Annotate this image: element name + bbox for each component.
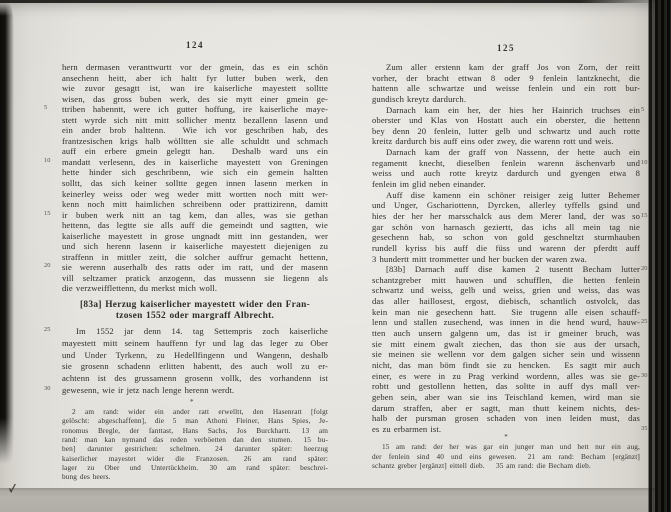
- line-text: ir buben werk nitt an tag kem, dan alles, was sie gethan: [62, 209, 328, 220]
- line-text: tten auch unsern galgenn um, das ist ir gmeiner bruch, was: [372, 328, 640, 339]
- line-text: hattenn alle schwartze und weisse fenlein und ein rott bur-: [372, 83, 640, 94]
- text-line: [44, 385, 328, 397]
- text-line: [372, 210, 648, 222]
- text-line: [44, 104, 328, 115]
- margin-line-number: 30: [641, 371, 648, 379]
- line-text: ronomus Bregle, der fanttast, Hans Sachs, Jos Burckhartt. 13 am: [62, 425, 328, 435]
- footnote-separator-star: *: [190, 398, 194, 407]
- text-line: [62, 125, 328, 136]
- line-text: lager zu Ober und Untertückheim. 30 am rand später: beschrei-: [62, 462, 328, 472]
- line-text: stett wyrde sich nitt mitt sollicher mentz bezallenn lasenn und: [62, 114, 328, 125]
- page-left: [44, 62, 328, 482]
- text-line: [372, 179, 640, 190]
- text-line: [372, 62, 640, 73]
- text-line: [62, 416, 328, 425]
- text-line: [372, 232, 640, 243]
- line-text: Zum aller erstenn kam der graff Jos von Zorn, der reitt: [386, 62, 640, 72]
- text-line: [372, 73, 640, 84]
- line-text: Auff dise kamenn ein schöner reisiger zeig lutter Behemer: [386, 189, 640, 200]
- text-line: [44, 209, 328, 221]
- line-text: geben sein, aber wan sie ins Teischland kemen, wird man sie: [372, 391, 640, 402]
- text-line: [62, 241, 328, 252]
- text-line: [372, 339, 640, 350]
- text-line: [62, 426, 328, 435]
- text-line: [62, 435, 328, 444]
- line-text: vill seltzamer pratick anzogenn, das mussenn sie liegenn als: [62, 272, 328, 283]
- text-line: [372, 442, 640, 451]
- text-line: [372, 360, 640, 371]
- text-line: [62, 273, 328, 284]
- line-text: bung des heers.: [62, 472, 111, 482]
- text-line: [62, 454, 328, 463]
- text-line: [62, 311, 328, 322]
- line-text: vorher, der bracht ettwan 8 oder 9 fenlein lantzknecht, die: [372, 72, 640, 83]
- line-text: kenn noch mitt haimlichen schreibenn oder prattizirenn, damitt: [62, 199, 328, 210]
- line-text: und Under Tyrkenn, zu Hedellfingenn und Wangenn, deshalb: [62, 349, 328, 360]
- line-text: rand: man kan nymand das reden verböetten dan den stumen. 15 bu-: [62, 435, 328, 445]
- left-main-text: [44, 62, 328, 294]
- line-text: auff ein erbere gmein gelegtt han. Deshalb ward uns ein: [62, 146, 328, 157]
- margin-line-number: 15: [641, 211, 648, 219]
- margin-line-number: 10: [44, 156, 51, 164]
- text-line: [372, 328, 640, 339]
- text-line: [372, 381, 640, 392]
- left-footnote-block: [62, 407, 328, 481]
- line-text: kaiserliche mayestett in grose ungnadt mitt inn gestanden, wer: [62, 230, 328, 241]
- line-text: einer, es were in zu Prag verkind wordenn, alles was sie ge-: [372, 370, 640, 381]
- margin-line-number: 15: [44, 209, 51, 217]
- line-text: weiss und auch rotte kreytz dardurch und gyengen etwa 8: [372, 168, 640, 179]
- text-line: [62, 444, 328, 453]
- section-heading: [62, 300, 328, 323]
- line-text: es zu erbarmen ist.: [372, 423, 442, 434]
- right-edge-shadow: [648, 0, 671, 512]
- text-line: [62, 463, 328, 472]
- left-paragraph: [44, 325, 328, 397]
- line-text: und sich herenn lasenn ir kaiserliche mayestett diejenigen zu: [62, 241, 328, 252]
- text-line: [62, 136, 328, 147]
- margin-line-number: 35: [641, 424, 648, 432]
- right-main-text: [372, 62, 648, 434]
- line-text: und Unger, Gschariottenn, Dyrcken, allerley tyffells gsind und: [372, 200, 640, 211]
- text-line: [62, 231, 328, 242]
- text-line: [372, 190, 640, 201]
- line-text: ben] darunter gestrichen: schelmen. 24 darunter später: heerzug: [62, 444, 328, 454]
- line-text: ein ander brob halttenn. Wie ich vor geschriben hab, des: [62, 125, 328, 136]
- text-line: [62, 167, 328, 178]
- top-edge-line: [0, 0, 660, 3]
- text-line: [372, 370, 648, 382]
- line-text: schwartz und weiss, gelb und weiss, grien und weiss, das was: [372, 285, 640, 296]
- line-text: tzosen 1552 oder margraff Albrecht.: [115, 311, 275, 322]
- line-text: solltt, das sich keiner solltte gegen innen lasenn merken in: [62, 178, 328, 189]
- line-text: fenlein im glid neben einander.: [372, 179, 486, 190]
- line-text: Darnach kam der graff von Nassenn, der hette auch ein: [386, 147, 640, 158]
- line-text: halb der pursman grosen schaden von inen leiden must, das: [372, 413, 640, 424]
- footnote-separator-star: *: [504, 433, 508, 442]
- margin-line-number: 20: [641, 265, 648, 273]
- text-line: [62, 146, 328, 157]
- text-line: [62, 83, 328, 94]
- text-line: [62, 220, 328, 231]
- line-text: darum straffen, aber er sagtt, man thutt keinem nichts, des-: [372, 402, 640, 413]
- line-text: die verzweifflettenn, du merkst mich woll.: [62, 283, 218, 294]
- line-text: straffenn in mittler zeitt, die solcher auffrur gemacht hettenn,: [62, 251, 328, 262]
- text-line: [372, 254, 640, 265]
- text-line: [62, 361, 328, 373]
- line-text: 3 hundertt mitt trommetter und her bucken der waren zwa.: [372, 253, 587, 264]
- line-text: sie grosenn schadenn erlitten habentt, des auch woll zu er-: [62, 361, 328, 372]
- text-line: [372, 222, 640, 233]
- margin-line-number: 10: [641, 158, 648, 166]
- text-line: [372, 403, 640, 414]
- line-text: gundisch kreytz dardurch.: [372, 93, 467, 104]
- line-text: Darnach kam ein her, der hies her Hainrich truchses ein: [386, 104, 640, 115]
- scanner-bed-band: [0, 488, 671, 512]
- text-line: [372, 243, 640, 254]
- text-line: [62, 373, 328, 385]
- text-line: [372, 296, 640, 307]
- line-text: wie zuvor gesagtt ist, wan ire kaiserliche mayestett solltte: [62, 83, 328, 94]
- text-line: [372, 94, 640, 105]
- text-line: [372, 104, 645, 116]
- line-text: ansechenn heitt, aber ich haltt fyr lutter buben werk, den: [62, 72, 328, 83]
- line-text: gesechenn hab, so schon von gold geschneltzt sturmhauben: [372, 232, 640, 243]
- line-text: kaiserlicher mayestet wider die Franzosen. 26 am rand später:: [62, 453, 328, 463]
- text-line: [62, 94, 328, 105]
- text-line: [372, 452, 640, 461]
- text-line: [372, 461, 640, 470]
- line-text: kein man nie gesechenn hatt. Sie trugenn alle eisen schauff-: [372, 306, 640, 317]
- text-line: [62, 115, 328, 126]
- text-line: [372, 264, 648, 275]
- line-text: Im 1552 jar denn 14. tag Settempris zoch kaiserliche: [76, 325, 328, 336]
- margin-line-number: 30: [44, 385, 51, 393]
- line-text: kreitz dardurch bis auff eins oder zwey, die warenn rott und weis.: [372, 136, 614, 147]
- text-line: [62, 189, 328, 200]
- text-line: [372, 157, 648, 169]
- text-line: [62, 407, 328, 416]
- line-text: [83a] Herzug kaiserlicher mayestett wider den Fran-: [79, 300, 311, 311]
- line-text: gelöscht: abgeschaffenn], die 5 man Athoni Fleiner, Hans Spies, Je-: [62, 416, 328, 426]
- line-text: sie mitt einem gwalt ziechen, das thon sie aus der ursach,: [372, 338, 640, 349]
- text-line: [372, 83, 640, 94]
- line-text: [83b] Darnach auff dise kamen 2 tusentt Becham lutter: [386, 264, 640, 275]
- margin-line-number: 25: [641, 318, 648, 326]
- line-text: gewesenn, wie ir jetz nach lenge herenn werdt.: [62, 385, 235, 396]
- line-text: bey denn 20 fenlein, lutter gelb und schwartz und auch rotte: [372, 125, 640, 136]
- line-text: oberster und Klas von Hostatt auch ein oberster, die hettenn: [372, 115, 640, 126]
- text-line: [372, 126, 640, 137]
- line-text: sie werenn auserhalb des ratts oder im ratt, und der masenn: [62, 262, 328, 273]
- line-text: hettenn, das legtte sie alls auff die gemeindt und sagtten, wie: [62, 220, 328, 231]
- text-line: [372, 285, 640, 296]
- text-line: [372, 307, 640, 318]
- line-text: sie meinen sie wellenn vor dem galgen sicher sein und wissenn: [372, 349, 640, 360]
- text-line: [44, 325, 328, 338]
- margin-line-number: 25: [44, 325, 51, 333]
- line-text: mayestett mitt seinem hauffenn fyr und lag das leger zu Ober: [62, 337, 328, 348]
- line-text: hern dermasen veranttwurtt vor der gmein, das es ein schön: [62, 62, 328, 72]
- text-line: [372, 275, 640, 286]
- right-footnote-block: [372, 442, 640, 470]
- left-edge-shadow: [0, 2, 14, 464]
- text-line: [372, 349, 640, 360]
- text-line: [372, 168, 640, 179]
- text-line: [372, 136, 640, 147]
- line-text: rundell kyriss bis auff die füss und warenn der pferdtt auff: [372, 242, 640, 253]
- margin-line-number: 5: [641, 105, 645, 113]
- text-line: [372, 147, 640, 158]
- line-text: mandatt verlesenn, des in kaiserliche mayestett von Greningen: [62, 156, 328, 167]
- line-text: gar schön von harnasch geziertt, das ichs all mein tag nie: [372, 221, 640, 232]
- page-number-left: 124: [186, 40, 204, 50]
- line-text: nicht, das man böm findt sie zu hencken. Es sagtt mir auch: [372, 359, 640, 370]
- line-text: achtenn ist des grussamenn grosenn vollk, des vorhandenn ist: [62, 373, 328, 384]
- text-line: [62, 283, 328, 294]
- text-line: [62, 338, 328, 350]
- line-text: 2 am rand: wider ein ander ratt erwelltt, den Hasenratt [folgt: [72, 407, 328, 417]
- text-line: [372, 115, 640, 126]
- page-right: [372, 62, 648, 471]
- text-line: [372, 317, 648, 328]
- text-line: [372, 423, 648, 435]
- line-text: wisen, das gross buben werk, des sie mytt einer gmein ge-: [62, 93, 328, 104]
- text-line: [62, 300, 328, 311]
- line-text: hies der her her marsschalck aus dem Merer land, der was so: [372, 210, 640, 221]
- text-line: [62, 350, 328, 362]
- line-text: frantzesischen krigs halb wölltten sie alle schuldtt und schmach: [62, 135, 328, 146]
- line-text: ttriben habenntt, were ich gutter hoffung, ire kaiserliche maye-: [62, 104, 328, 115]
- line-text: lenn und stallen zusechend, was innen in die hend wurd, hauw-: [372, 317, 640, 328]
- line-text: keinerley weiss oder weg weder mitt wortten noch mitt wer-: [62, 188, 328, 199]
- margin-line-number: 5: [44, 104, 48, 112]
- text-line: [62, 472, 328, 481]
- line-text: das aller haillosest, ergost, diebisch, schantlich ostvolck, das: [372, 296, 640, 307]
- line-text: der fenlein sind 40 und eins gewesen. 21 am rand: Becham [ergänzt]: [372, 451, 640, 461]
- text-line: [62, 73, 328, 84]
- line-text: schantz greber [ergänzt] eittell dieb. 35 am rand: die Becham dieb.: [372, 461, 591, 471]
- text-line: [44, 156, 328, 168]
- line-text: hette hinder sich geschribenn, wie sich ein gemein haltten: [62, 167, 328, 178]
- line-text: schantzgreber mitt hauwen und schufflen, die hetten fenlein: [372, 274, 640, 285]
- text-line: [372, 392, 640, 403]
- text-line: [62, 252, 328, 263]
- text-line: [372, 413, 640, 424]
- line-text: regamentt knecht, dieselben fenlein warenn äschenvarb und: [372, 157, 640, 168]
- line-text: robtt und gestollenn hetten, das soltte in auff dys mall ver-: [372, 381, 640, 392]
- line-text: 15 am rand: der her was gar ein junger man und hett nur ein aug,: [382, 442, 640, 452]
- text-line: [44, 262, 328, 273]
- text-line: [62, 62, 328, 73]
- text-line: [62, 178, 328, 189]
- text-line: [372, 200, 640, 211]
- page-number-right: 125: [497, 43, 515, 53]
- text-line: [62, 199, 328, 210]
- margin-line-number: 20: [44, 262, 51, 270]
